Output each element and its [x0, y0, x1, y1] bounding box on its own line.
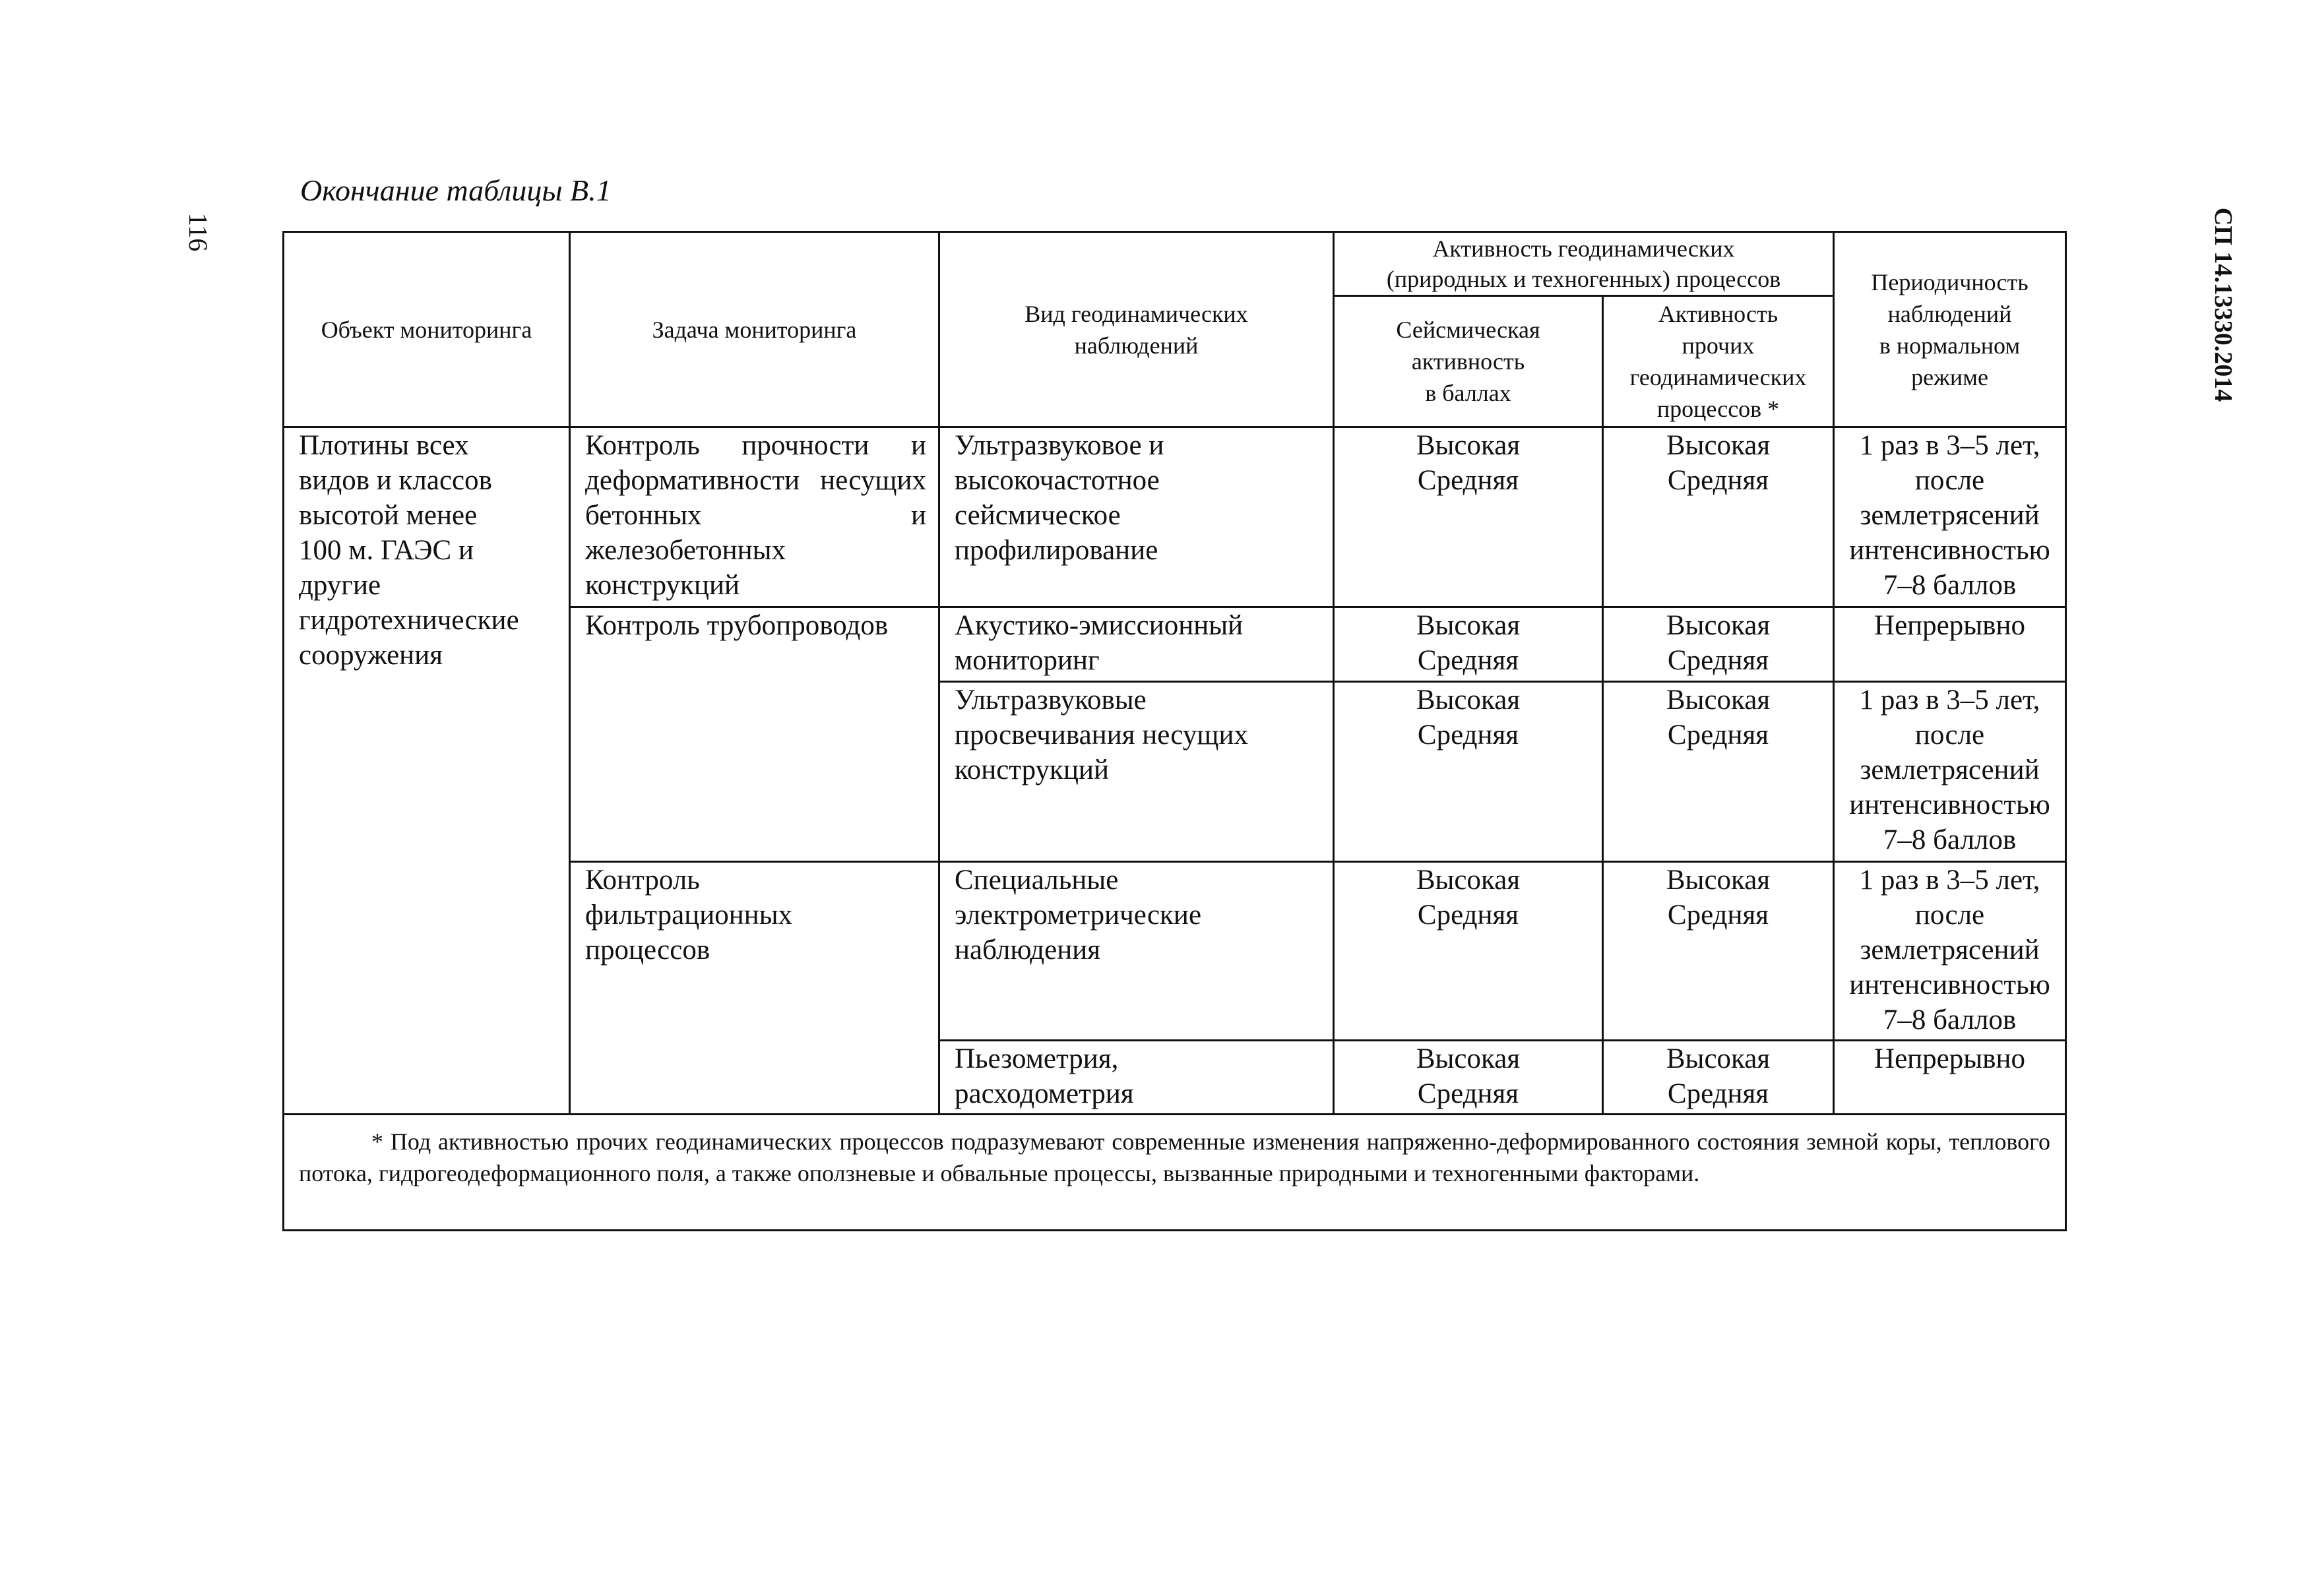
task-line: процессов — [585, 935, 710, 966]
object-line: видов и классов — [299, 465, 492, 496]
observation-cell — [939, 862, 1334, 1041]
observation-line: профилирование — [955, 535, 1158, 566]
header-periodicity-line: наблюдений — [1887, 300, 2012, 327]
periodicity-line: Непрерывно — [1874, 1043, 2025, 1074]
seismic-cell — [1334, 1041, 1603, 1115]
other-activity-value: Средняя — [1667, 1078, 1769, 1109]
periodicity-line: после — [1914, 720, 1985, 751]
document-code: СП 14.13330.2014 — [2209, 207, 2237, 402]
periodicity-cell — [1834, 1041, 2066, 1115]
seismic-value: Высокая — [1416, 430, 1521, 461]
periodicity-line: после — [1914, 900, 1985, 931]
other-activity-value: Средняя — [1667, 465, 1769, 496]
object-cell — [284, 427, 570, 1115]
other-activity-value: Средняя — [1667, 900, 1769, 931]
seismic-value: Высокая — [1416, 865, 1521, 896]
other-activity-value: Высокая — [1666, 610, 1771, 641]
other-activity-value: Высокая — [1666, 430, 1771, 461]
periodicity-line: после — [1914, 465, 1985, 496]
seismic-value: Высокая — [1416, 685, 1521, 716]
header-seismic-line: в баллах — [1425, 380, 1511, 406]
other-activity-cell — [1603, 427, 1834, 607]
other-activity-value: Высокая — [1666, 865, 1771, 896]
header-task: Задача мониторинга — [570, 232, 939, 427]
object-line: другие — [299, 570, 381, 601]
seismic-value: Средняя — [1417, 645, 1519, 676]
observation-line: просвечивания несущих — [955, 720, 1249, 751]
object-line: высотой менее — [299, 500, 478, 531]
header-activity-group — [1334, 232, 1834, 296]
object-line: гидротехнические — [299, 605, 519, 636]
monitoring-table — [282, 231, 2067, 1231]
table-row — [284, 427, 2066, 607]
header-observation-line: Вид геодинамических — [1024, 300, 1248, 327]
other-activity-cell — [1603, 1041, 1834, 1115]
header-other-line: прочих — [1682, 332, 1755, 359]
periodicity-line: Непрерывно — [1874, 610, 2025, 641]
task-cell-pipelines: Контроль трубопроводов — [570, 607, 939, 862]
header-activity-line: Активность геодинамических — [1432, 235, 1735, 262]
periodicity-line: 7–8 баллов — [1883, 1004, 2017, 1035]
header-periodicity-line: режиме — [1911, 363, 1988, 390]
seismic-cell — [1334, 607, 1603, 682]
object-line: сооружения — [299, 640, 443, 671]
seismic-value: Высокая — [1416, 1043, 1521, 1074]
periodicity-line: землетрясений — [1860, 754, 2040, 785]
header-other-activity — [1603, 296, 1834, 427]
seismic-cell — [1334, 682, 1603, 862]
header-observation-line: наблюдений — [1074, 332, 1199, 359]
page-number: 116 — [183, 212, 213, 252]
periodicity-line: интенсивностью — [1849, 789, 2050, 820]
task-cell-strength: Контроль прочности и деформативности несущих бетонных и железобетонных конструкций — [570, 427, 939, 607]
periodicity-line: землетрясений — [1860, 935, 2040, 966]
observation-line: электрометрические — [955, 900, 1202, 931]
seismic-cell — [1334, 427, 1603, 607]
seismic-value: Средняя — [1417, 720, 1519, 751]
task-cell-filtration — [570, 862, 939, 1115]
header-seismic-line: активность — [1411, 348, 1525, 375]
seismic-value: Высокая — [1416, 610, 1521, 641]
periodicity-line: землетрясений — [1860, 500, 2040, 531]
header-activity-line: (природных и техногенных) процессов — [1386, 266, 1781, 292]
monitoring-table-container — [282, 231, 2065, 1229]
header-other-line: Активность — [1658, 301, 1779, 327]
other-activity-value: Высокая — [1666, 685, 1771, 716]
table-caption: Окончание таблицы В.1 — [300, 173, 612, 207]
table-footnote: * Под активностью прочих геодинамических процессов подразумевают современные изменения напряженно-деформированного состояния земной коры, теплового потока, гидрогеодеформационного поля, а также оползневые и обвальные процессы, вызванные природными и техногенными факторами. — [284, 1115, 2066, 1231]
observation-line: Ультразвуковое и — [955, 430, 1164, 461]
periodicity-line: 1 раз в 3–5 лет, — [1859, 430, 2040, 461]
observation-line: Ультразвуковые — [955, 685, 1147, 716]
observation-line: наблюдения — [955, 935, 1101, 966]
periodicity-cell — [1834, 607, 2066, 682]
header-periodicity-line: в нормальном — [1879, 332, 2021, 359]
seismic-value: Средняя — [1417, 465, 1519, 496]
other-activity-value: Средняя — [1667, 645, 1769, 676]
header-seismic-line: Сейсмическая — [1396, 317, 1540, 343]
header-observation-type — [939, 232, 1334, 427]
other-activity-cell — [1603, 607, 1834, 682]
footnote-row — [284, 1115, 2066, 1231]
observation-line: высокочастотное — [955, 465, 1160, 496]
other-activity-value: Средняя — [1667, 720, 1769, 751]
observation-cell — [939, 607, 1334, 682]
periodicity-cell — [1834, 862, 2066, 1041]
header-seismic-activity — [1334, 296, 1603, 427]
other-activity-value: Высокая — [1666, 1043, 1771, 1074]
object-line: Плотины всех — [299, 430, 469, 461]
seismic-cell — [1334, 862, 1603, 1041]
header-other-line: геодинамических — [1629, 364, 1807, 390]
header-other-line: процессов * — [1656, 396, 1780, 422]
periodicity-line: 1 раз в 3–5 лет, — [1859, 865, 2040, 896]
periodicity-line: 1 раз в 3–5 лет, — [1859, 685, 2040, 716]
observation-line: конструкций — [955, 754, 1109, 785]
seismic-value: Средняя — [1417, 1078, 1519, 1109]
periodicity-cell — [1834, 682, 2066, 862]
periodicity-cell — [1834, 427, 2066, 607]
observation-cell — [939, 682, 1334, 862]
header-periodicity — [1834, 232, 2066, 427]
periodicity-line: интенсивностью — [1849, 535, 2050, 566]
task-line: Контроль — [585, 865, 700, 896]
periodicity-line: 7–8 баллов — [1883, 570, 2017, 601]
observation-cell — [939, 427, 1334, 607]
observation-line: Специальные — [955, 865, 1119, 896]
header-object: Объект мониторинга — [284, 232, 570, 427]
task-line: фильтрационных — [585, 900, 793, 931]
object-line: 100 м. ГАЭС и — [299, 535, 474, 566]
observation-line: сейсмическое — [955, 500, 1121, 531]
observation-line: расходометрия — [955, 1078, 1134, 1109]
header-row-1 — [284, 232, 2066, 296]
header-periodicity-line: Периодичность — [1871, 268, 2029, 295]
periodicity-line: 7–8 баллов — [1883, 824, 2017, 855]
other-activity-cell — [1603, 682, 1834, 862]
observation-cell — [939, 1041, 1334, 1115]
other-activity-cell — [1603, 862, 1834, 1041]
observation-line: Пьезометрия, — [955, 1043, 1119, 1074]
observation-line: мониторинг — [955, 645, 1100, 676]
observation-line: Акустико-эмиссионный — [955, 610, 1244, 641]
seismic-value: Средняя — [1417, 900, 1519, 931]
periodicity-line: интенсивностью — [1849, 969, 2050, 1000]
